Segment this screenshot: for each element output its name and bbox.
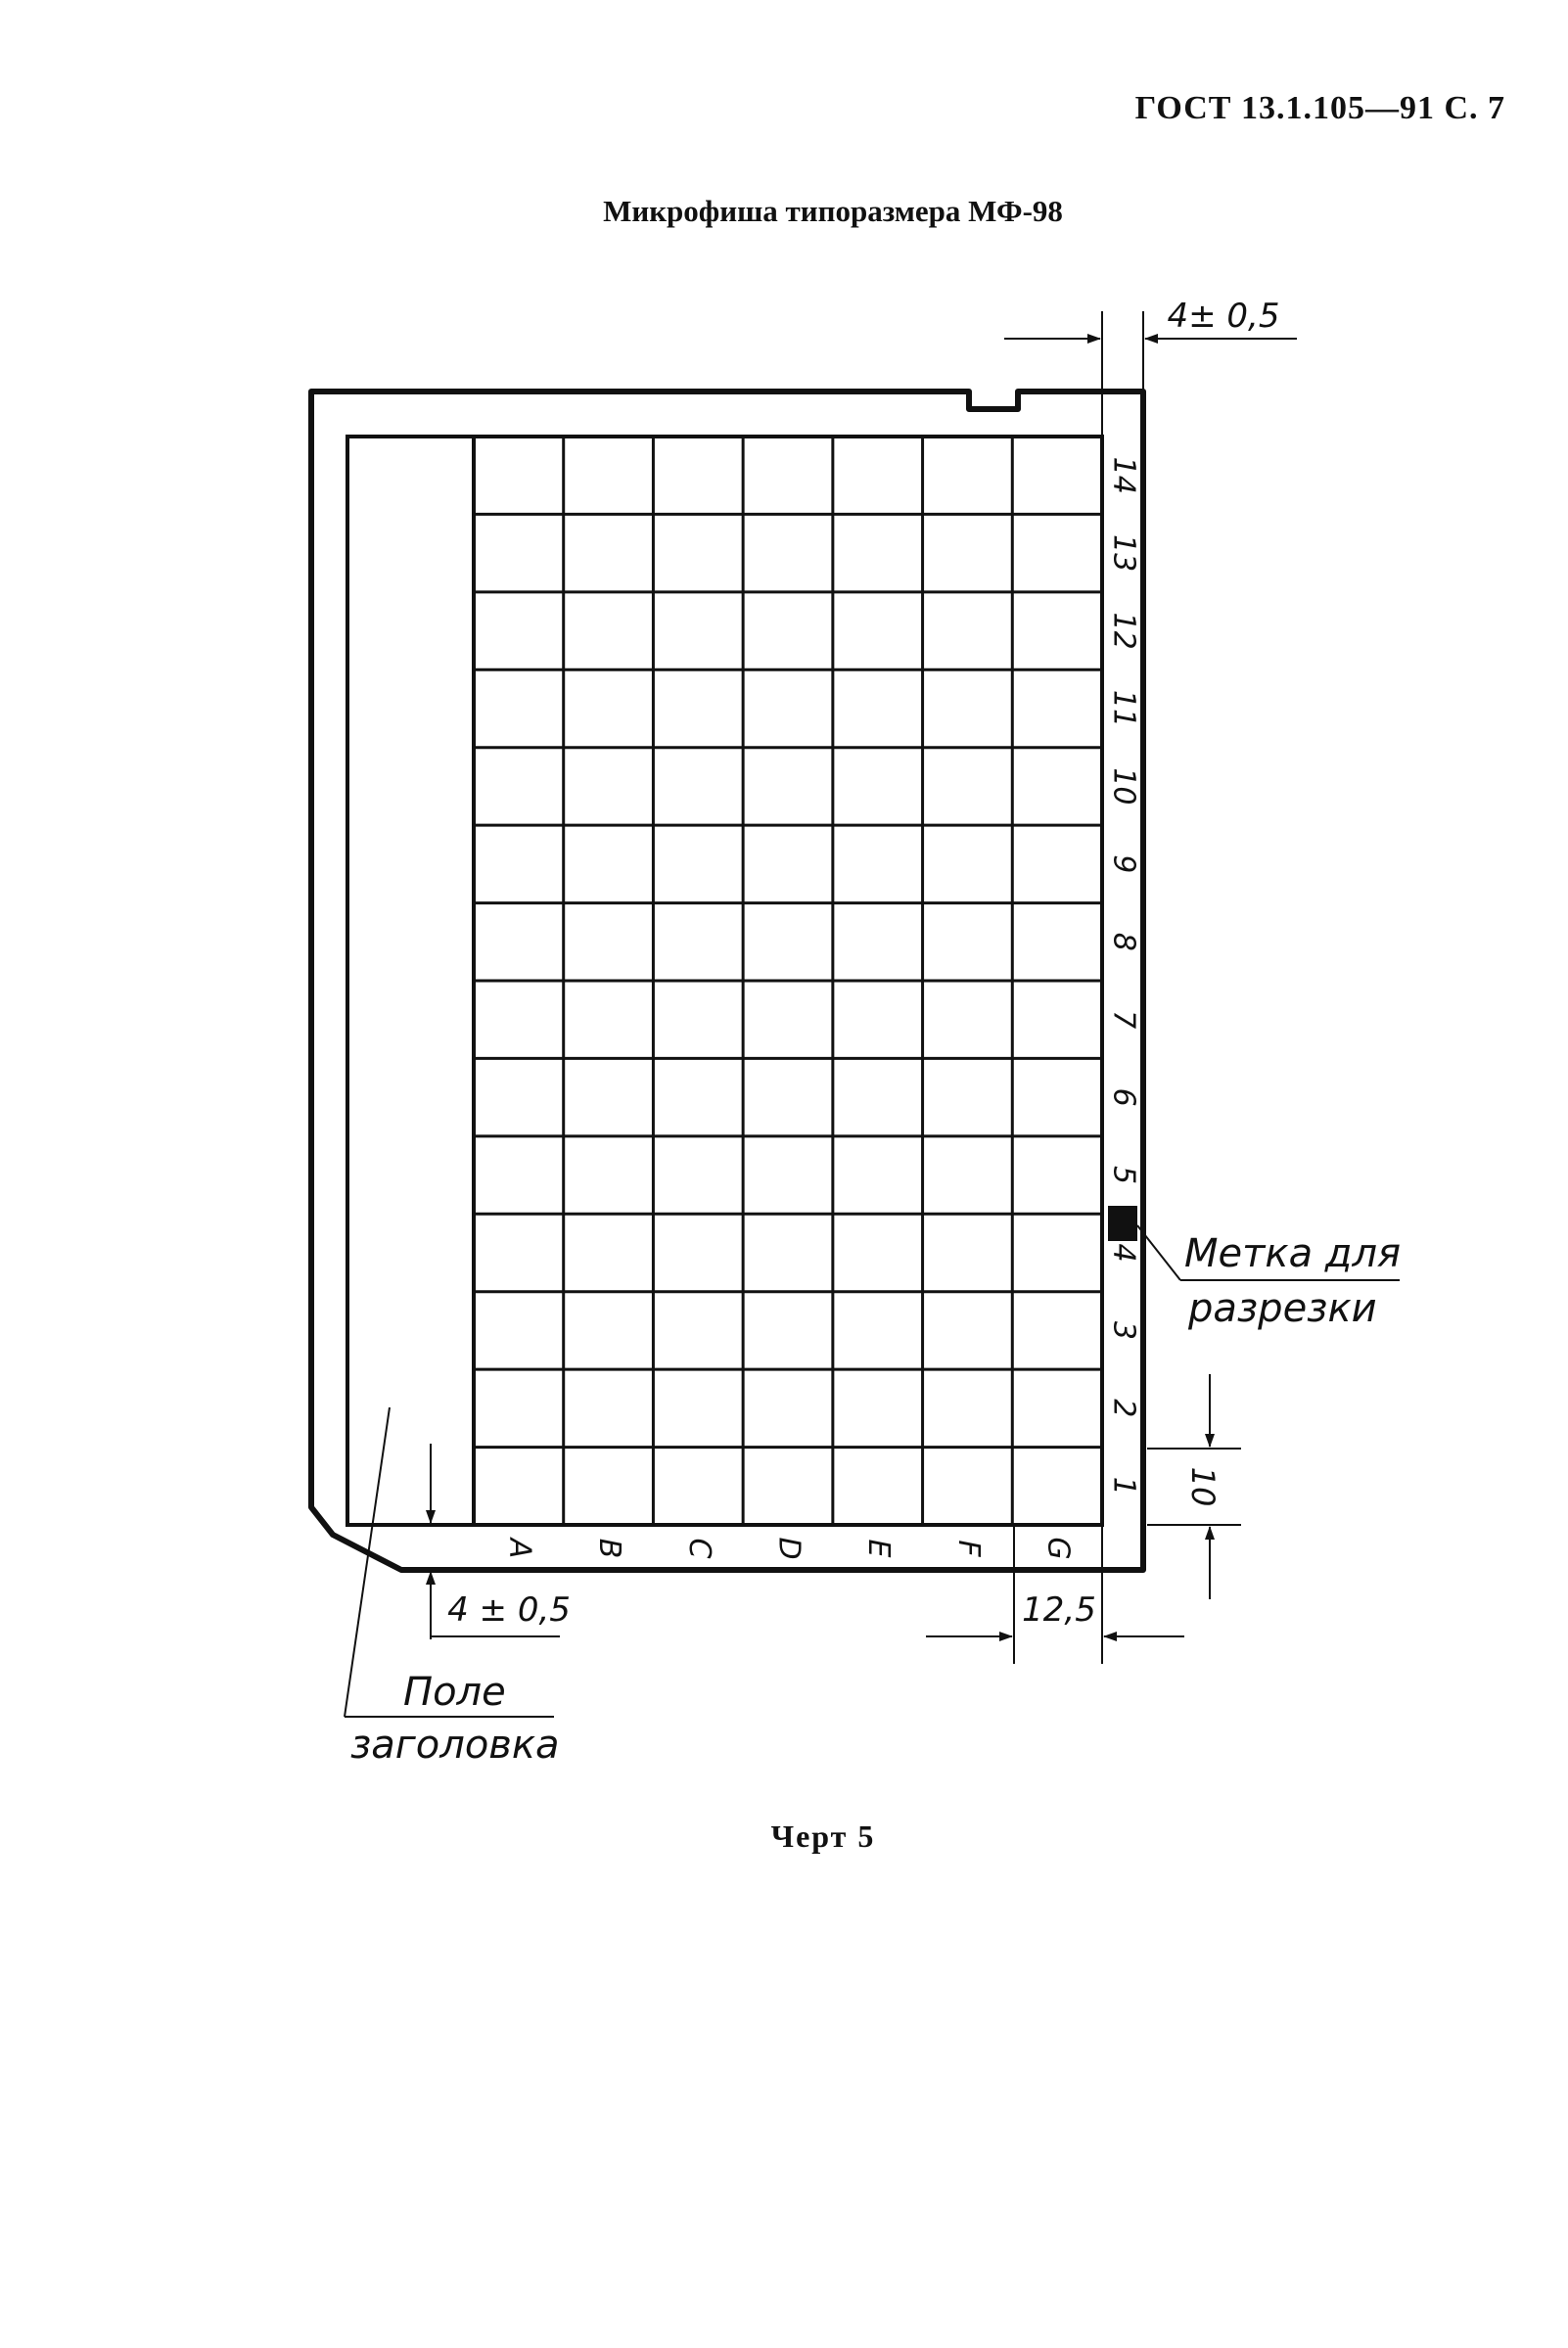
row-labels xyxy=(1107,457,1141,1496)
row-label: 4 xyxy=(1106,1243,1141,1263)
row-label: 11 xyxy=(1106,689,1141,728)
column-label: E xyxy=(861,1539,897,1558)
dim-row-height-label: 10 xyxy=(1184,1466,1222,1507)
row-label: 12 xyxy=(1106,612,1141,650)
column-labels xyxy=(502,1537,1075,1560)
row-label: 3 xyxy=(1106,1320,1141,1340)
header-field-label-line2: заголовка xyxy=(350,1723,560,1768)
cut-mark-callout xyxy=(1137,1225,1401,1331)
dim-top-right-label: 4± 0,5 xyxy=(1167,297,1280,336)
row-label: 6 xyxy=(1106,1087,1141,1107)
header-field-label-line1: Поле xyxy=(403,1670,506,1715)
column-label: B xyxy=(592,1538,627,1559)
row-label: 8 xyxy=(1106,932,1141,951)
figure-caption: Черт 5 xyxy=(770,1819,876,1854)
row-label: 5 xyxy=(1106,1166,1141,1185)
row-label: 7 xyxy=(1106,1010,1141,1030)
column-label: G xyxy=(1040,1537,1076,1560)
dim-top-right xyxy=(1004,297,1297,437)
row-label: 14 xyxy=(1106,456,1141,494)
dim-bottom-left xyxy=(431,1444,571,1639)
frame-grid xyxy=(474,437,1102,1525)
row-label: 10 xyxy=(1106,767,1141,806)
row-label: 9 xyxy=(1106,854,1141,874)
column-label: C xyxy=(681,1538,716,1559)
dim-row-height xyxy=(1147,1374,1241,1599)
cut-mark-label-line2: разрезки xyxy=(1188,1286,1377,1331)
page-header: ГОСТ 13.1.105—91 С. 7 xyxy=(1134,90,1505,126)
figure-title: Микрофиша типоразмера МФ-98 xyxy=(603,194,1063,228)
row-label: 13 xyxy=(1106,534,1141,573)
row-label: 2 xyxy=(1106,1399,1141,1418)
dim-bottom-left-label: 4 ± 0,5 xyxy=(447,1590,571,1630)
header-field-callout xyxy=(345,1407,560,1768)
column-label: F xyxy=(950,1540,986,1557)
column-label: D xyxy=(771,1537,807,1560)
column-label: A xyxy=(502,1538,537,1559)
dim-column-width-label: 12,5 xyxy=(1022,1590,1096,1630)
cut-mark-label-line1: Метка для xyxy=(1184,1231,1402,1276)
cut-mark xyxy=(1108,1206,1137,1241)
row-label: 1 xyxy=(1106,1476,1141,1496)
